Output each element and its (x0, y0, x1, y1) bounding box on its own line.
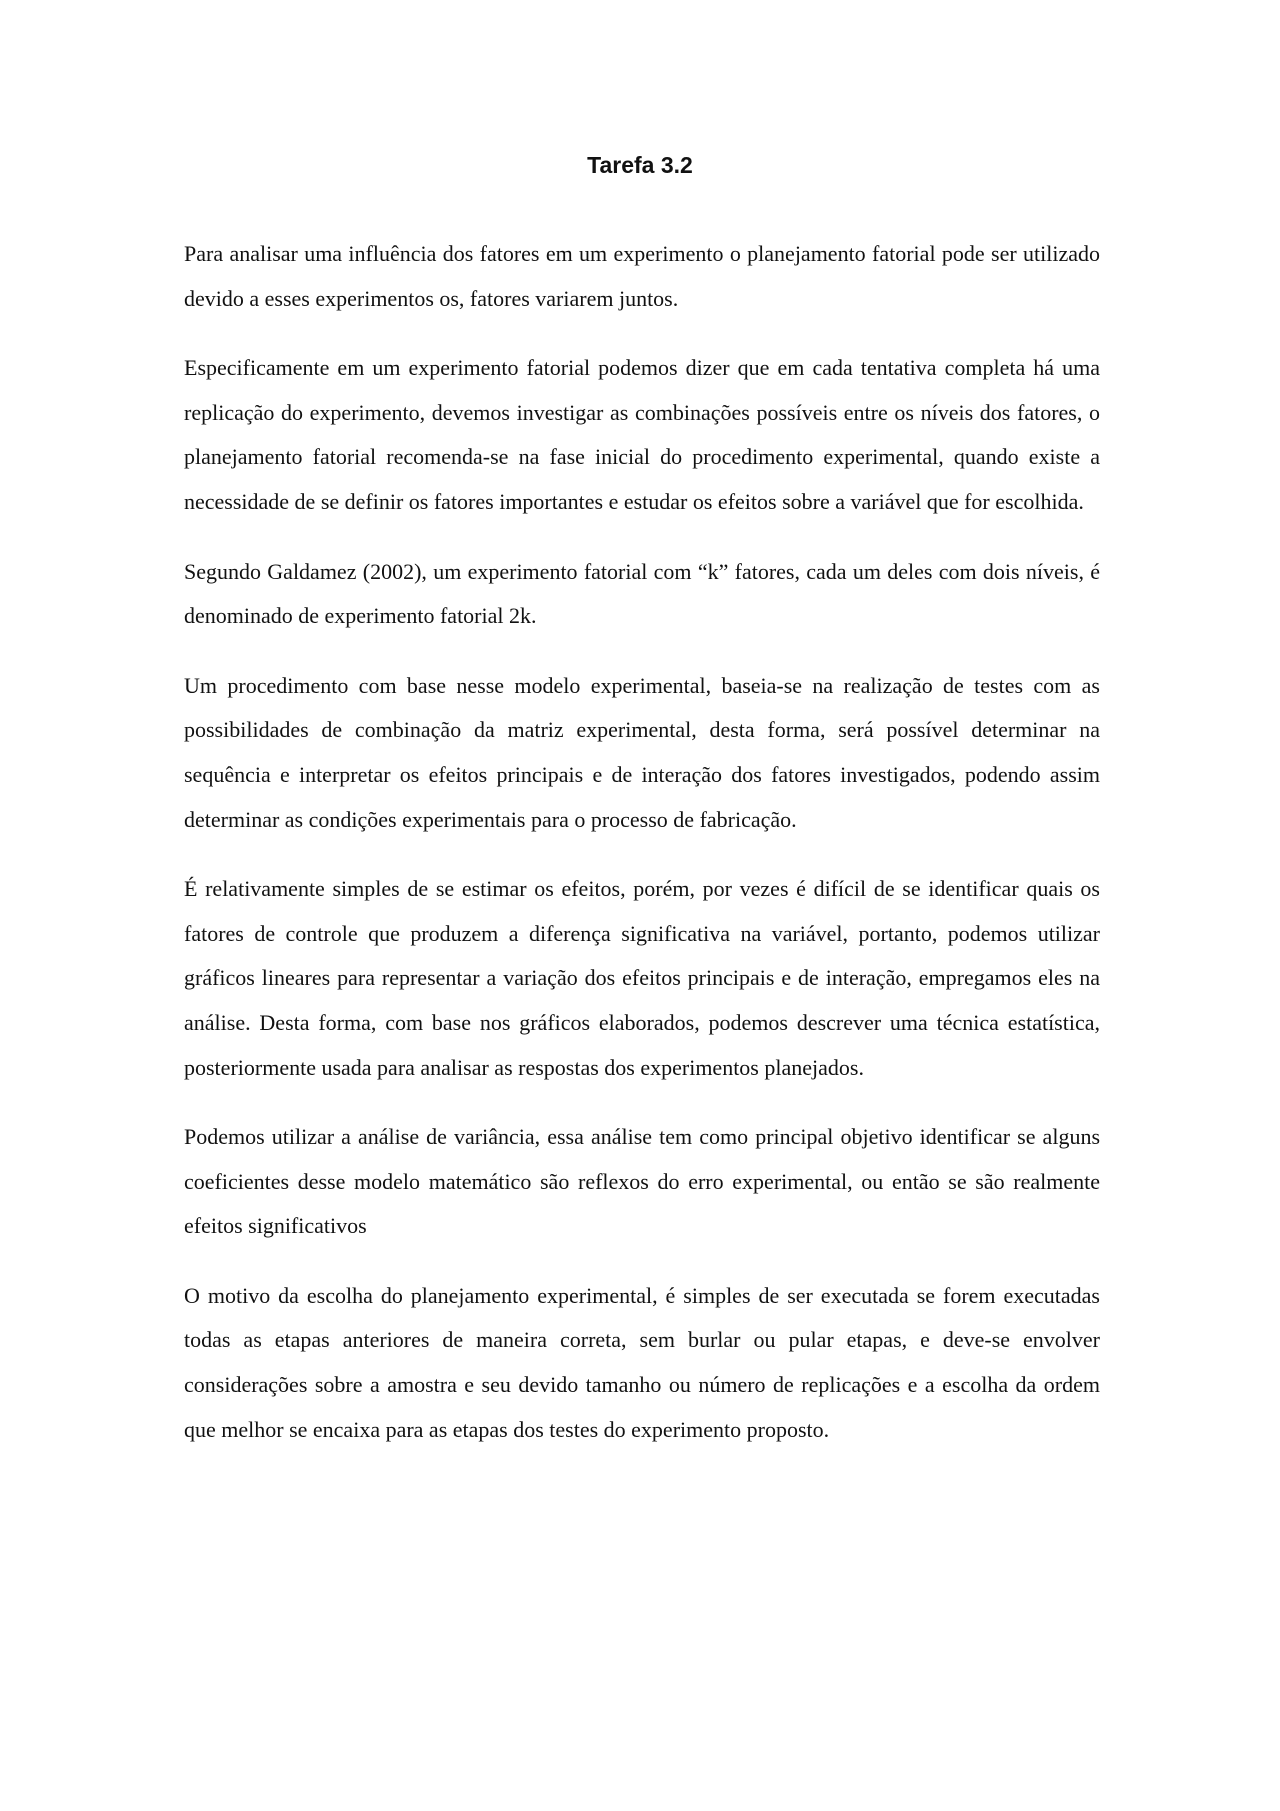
paragraph-2: Especificamente em um experimento fatorial podemos dizer que em cada tentativa completa há uma replicação do experimento, devemos investigar as combinações possíveis entre os níveis dos fatores, o planejamento fatorial recomenda-se na fase inicial do procedimento experimental, quando existe a necessidade de se definir os fatores importantes e estudar os efeitos sobre a variável que for escolhida. (184, 355, 1100, 514)
paragraph-4: Um procedimento com base nesse modelo experimental, baseia-se na realização de testes com as possibilidades de combinação da matriz experimental, desta forma, será possível determinar na sequência e interpretar os efeitos principais e de interação dos fatores investigados, podendo assim determinar as condições experimentais para o processo de fabricação. (184, 672, 1100, 832)
paragraph-3: Segundo Galdamez (2002), um experimento fatorial com “k” fatores, cada um deles com dois níveis, é denominado de experimento fatorial 2k. (184, 558, 1100, 629)
paragraph-6: Podemos utilizar a análise de variância, essa análise tem como principal objetivo identificar se alguns coeficientes desse modelo matemático são reflexos do erro experimental, ou então se são realmente efeitos significativos (184, 1124, 1100, 1239)
document-title: Tarefa 3.2 (587, 152, 693, 178)
paragraph-5: É relativamente simples de se estimar os efeitos, porém, por vezes é difícil de se identificar quais os fatores de controle que produzem a diferença significativa na variável, portanto, podemos utilizar gráficos lineares para representar a variação dos efeitos principais e de interação, empregamos eles na análise. Desta forma, com base nos gráficos elaborados, podemos descrever uma técnica estatística, posteriormente usada para analisar as respostas dos experimentos planejados. (184, 876, 1100, 1080)
paragraph-1: Para analisar uma influência dos fatores em um experimento o planejamento fatorial pode ser utilizado devido a esses experimentos os, fatores variarem juntos. (184, 241, 1100, 311)
paragraph-7: O motivo da escolha do planejamento experimental, é simples de ser executada se forem executadas todas as etapas anteriores de maneira correta, sem burlar ou pular etapas, e deve-se envolver considerações sobre a amostra e seu devido tamanho ou número de replicações e a escolha da ordem que melhor se encaixa para as etapas dos testes do experimento proposto. (184, 1282, 1100, 1442)
document-body (184, 232, 1100, 1477)
